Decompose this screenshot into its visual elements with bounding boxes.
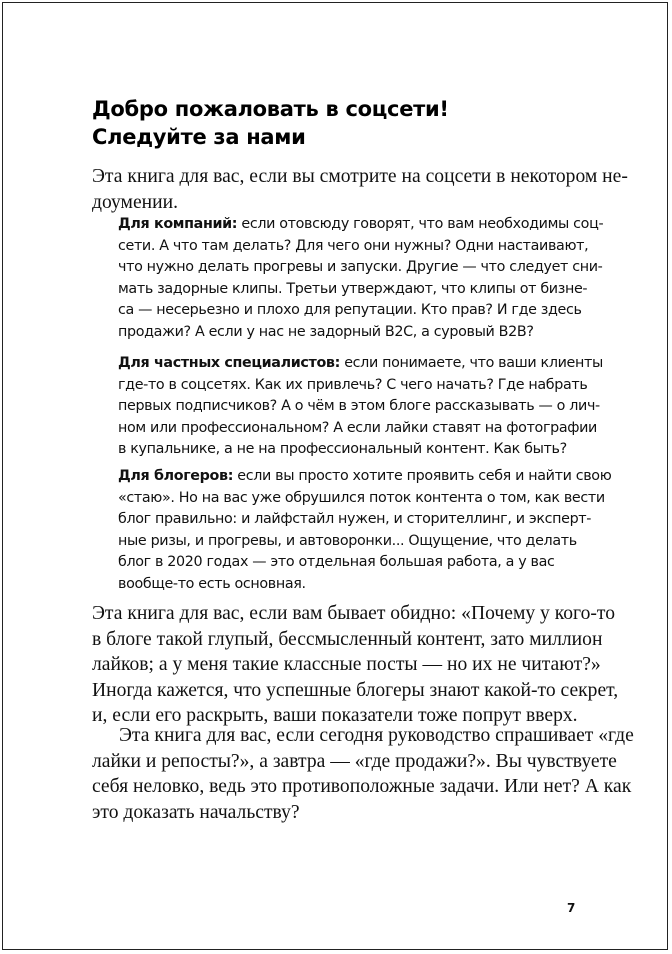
text-line: Эта книга для вас, если вы смотрите на соцсети в некотором не- (92, 166, 628, 187)
text-line: и, если его раскрыть, ваши показатели тоже попрут вверх. (92, 705, 578, 727)
specialists-label: Для частных специалистов: (118, 355, 340, 371)
text-line: что нужно делать прогревы и запуски. Другие — что следует сни- (118, 259, 603, 276)
text-line: Эта книга для вас, если сегодня руководство спрашивает «где (119, 725, 634, 746)
text-line: блог правильно: и лайфстайл нужен, и сторителлинг, и эксперт- (118, 511, 592, 528)
text-fragment: если отовсюду говорят, что вам необходимы соц- (237, 216, 604, 232)
text-line: ном или профессиональном? А если лайки ставят на фотографии (118, 419, 597, 436)
text-line: доумении. (92, 191, 179, 213)
page-number: 7 (567, 901, 576, 915)
text-line: «стаю». Но на вас уже обрушился поток контента о том, как вести (118, 489, 605, 506)
text-line (118, 466, 611, 488)
paragraph (92, 723, 634, 825)
bloggers-section (118, 466, 611, 596)
text-line (118, 353, 603, 375)
text-line: в блоге такой глупый, бессмысленный контент, зато миллион (92, 628, 603, 650)
text-fragment: если вы просто хотите проявить себя и найти свою (233, 468, 612, 484)
text-line: сети. А что там делать? Для чего они нужны? Одни настаивают, (118, 237, 589, 254)
text-line: са — несерьезно и плохо для репутации. Кто прав? И где здесь (118, 302, 582, 319)
book-page (2, 2, 668, 950)
chapter-title (92, 95, 449, 151)
paragraph (92, 601, 618, 729)
text-line: лайки и репосты?», а завтра — «где продажи?». Вы чувствуете (92, 750, 617, 772)
text-line: блог в 2020 годах — это отдельная большая работа, а у вас (118, 554, 555, 571)
chapter-title-line: Добро пожаловать в соцсети! (92, 97, 449, 121)
text-line: в купальнике, а не на профессиональный контент. Как быть? (118, 441, 567, 458)
text-line: Иногда кажется, что успешные блогеры знают какой-то секрет, (92, 679, 619, 701)
text-line: лайков; а у меня такие классные посты — но их не читают?» (92, 654, 601, 676)
text-line: ные ризы, и прогревы, и автоворонки... Ощущение, что делать (118, 532, 577, 549)
specialists-section (118, 353, 603, 461)
text-line: мать задорные клипы. Третьи утверждают, что клипы от бизне- (118, 280, 588, 297)
companies-label: Для компаний: (118, 216, 238, 232)
text-line: где-то в соцсетях. Как их привлечь? С чего начать? Где набрать (118, 376, 588, 393)
text-line: первых подписчиков? А о чём в этом блоге рассказывать — о лич- (118, 398, 600, 415)
text-line: продажи? А если у нас не задорный B2C, а суровый B2B? (118, 323, 534, 340)
text-fragment: если понимаете, что ваши клиенты (340, 355, 603, 371)
companies-section (118, 214, 603, 344)
text-line: Эта книга для вас, если вам бывает обидно: «Почему у кого-то (92, 603, 616, 624)
bloggers-label: Для блогеров: (118, 468, 234, 484)
text-line: себя неловко, ведь это противоположные задачи. Или нет? А как (92, 776, 632, 798)
text-line: это доказать начальству? (92, 801, 300, 823)
text-line (118, 214, 603, 236)
intro-paragraph (92, 164, 628, 215)
text-line: вообще-то есть основная. (118, 575, 306, 592)
chapter-title-line: Следуйте за нами (92, 125, 306, 149)
